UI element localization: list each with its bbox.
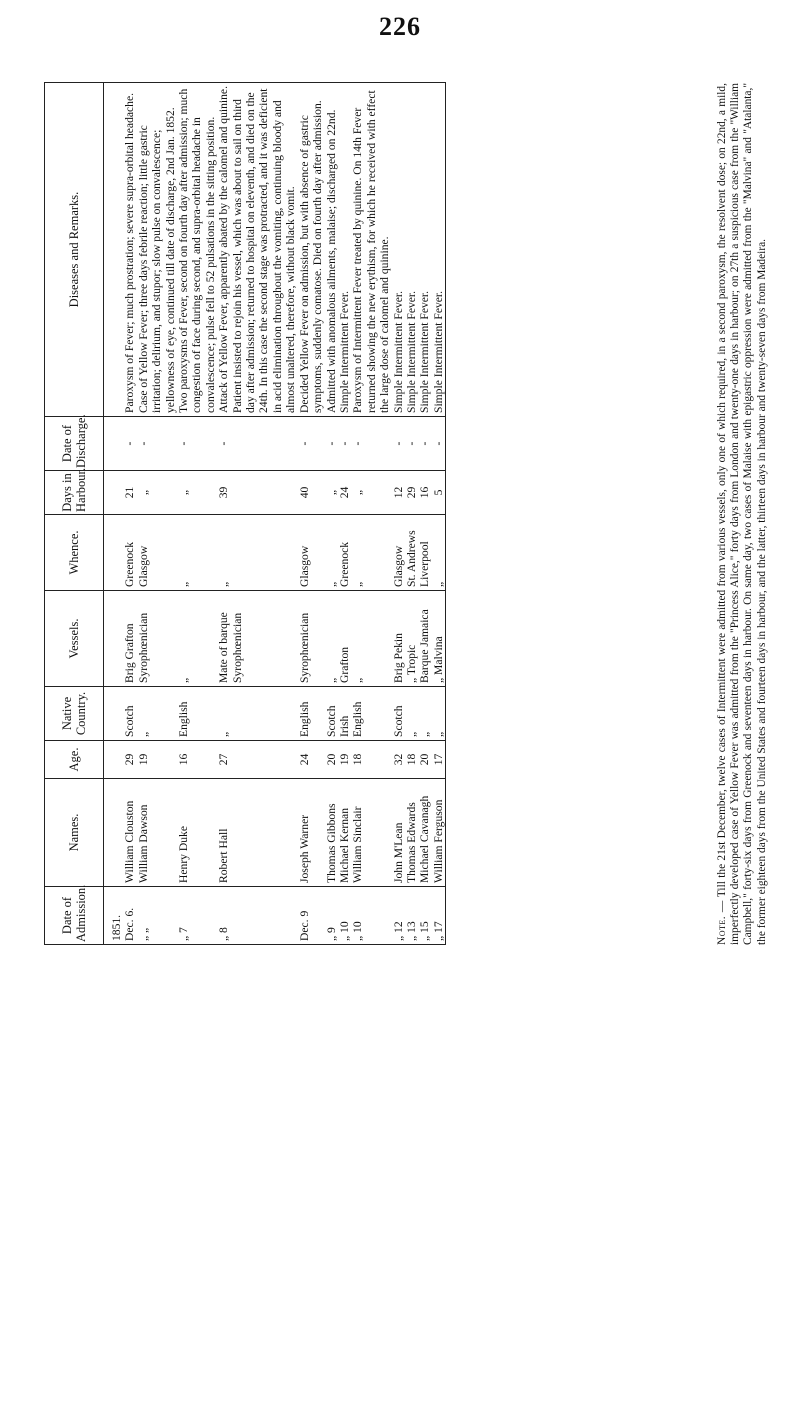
disease-remark: Simple Intermittent Fever. <box>418 83 431 417</box>
header-remarks: Diseases and Remarks. <box>45 83 104 417</box>
disease-remark: Two paroxysms of Fever, second on fourth day after admission; much congestion of face during second, and supra-orbital headache in convalescence; pulse fell to 52 pulsations in the sitting position. <box>177 83 217 417</box>
admission-date: Dec. 6. <box>123 887 136 945</box>
note-text: Till the 21st December, twelve cases of Intermittent were admitted from various vessels, only one of which required, in a second paroxysm, the resolvent dose; on 22nd, a mild, imperfectly developed case of Yellow Fever was admitted from the "Princess Alice," forty days from London and twenty-one days in harbour; on 27th a suspicious case from the "William Campbell," forty-six days from Greenock and seventeen days in harbour. On same day, two cases of Malaise with epigastric oppression were admitted from the "Malvina" and "Atalanta," the former eighteen days from the United States and fourteen days in harbour, and the latter, thirteen days in harbour and twenty-seven days from Madeira. <box>716 83 768 945</box>
patient-name: Joseph Warner <box>298 779 325 887</box>
native-country: „ <box>217 687 297 741</box>
discharge-date: - <box>217 417 297 471</box>
whence-port: Liverpool <box>418 515 431 591</box>
header-vessels: Vessels. <box>45 591 104 687</box>
whence-port: „ <box>432 515 446 591</box>
patient-name: William Dawson <box>137 779 177 887</box>
year-label: 1851. <box>104 887 124 945</box>
patient-age: 27 <box>217 741 297 779</box>
table-row <box>325 83 338 945</box>
vessel-name: Barque Jamaica <box>418 591 431 687</box>
table-row <box>137 83 177 945</box>
native-country: English <box>298 687 325 741</box>
patient-age: 19 <box>137 741 177 779</box>
discharge-date: - <box>351 417 391 471</box>
patient-name: John M'Lean <box>392 779 405 887</box>
page-number: 226 <box>379 12 421 41</box>
days-in-harbour: „ <box>351 471 391 515</box>
disease-remark: Attack of Yellow Fever, apparently abated by the calomel and quinine. Patient insisted to rejoin his vessel, which was about to sail on third day after admission; returned to hospital on eleventh, and died on the 24th. In this case the second stage was protracted, and it was deficient in acid elimination throughout the vomiting, continuing bloody and almost unaltered, therefore, without black vomit. <box>217 83 297 417</box>
patient-name: Thomas Edwards <box>405 779 418 887</box>
admission-date: „ 10 <box>351 887 391 945</box>
admission-date: „ 9 <box>325 887 338 945</box>
whence-port: Glasgow <box>137 515 177 591</box>
vessel-name: Syrophœnician <box>298 591 325 687</box>
discharge-date: - <box>298 417 325 471</box>
admission-date: „ 8 <box>217 887 297 945</box>
discharge-date: - <box>123 417 136 471</box>
table-row <box>418 83 431 945</box>
footnote <box>716 83 769 945</box>
native-country: Scotch <box>392 687 405 741</box>
days-in-harbour: „ <box>137 471 177 515</box>
patient-age: 20 <box>325 741 338 779</box>
disease-remark: Admitted with anomalous ailments, malaise; discharged on 22nd. <box>325 83 338 417</box>
native-country: Scotch <box>325 687 338 741</box>
header-age: Age. <box>45 741 104 779</box>
header-date-admission: Date of Admission. <box>45 887 104 945</box>
table-row <box>217 83 297 945</box>
admission-date: „ 15 <box>418 887 431 945</box>
admission-date: „ 13 <box>405 887 418 945</box>
header-names: Names. <box>45 779 104 887</box>
native-country: „ <box>137 687 177 741</box>
disease-remark: Paroxysm of Fever; much prostration; severe supra-orbital headache. <box>123 83 136 417</box>
native-country: English <box>351 687 391 741</box>
days-in-harbour: 39 <box>217 471 297 515</box>
table-row <box>177 83 217 945</box>
vessel-name: Mate of barque Syrophœnician <box>217 591 297 687</box>
table-row <box>123 83 136 945</box>
table-row <box>338 83 351 945</box>
native-country: Scotch <box>123 687 136 741</box>
days-in-harbour: „ <box>177 471 217 515</box>
table-row <box>405 83 418 945</box>
days-in-harbour: 29 <box>405 471 418 515</box>
patient-age: 19 <box>338 741 351 779</box>
days-in-harbour: „ <box>325 471 338 515</box>
native-country: „ <box>418 687 431 741</box>
patient-name: William Clouston <box>123 779 136 887</box>
table-row-year <box>104 83 124 945</box>
days-in-harbour: 5 <box>432 471 446 515</box>
patient-name: Michael Kernan <box>338 779 351 887</box>
native-country: Irish <box>338 687 351 741</box>
whence-port: Glasgow <box>298 515 325 591</box>
whence-port: „ <box>217 515 297 591</box>
discharge-date: - <box>432 417 446 471</box>
discharge-date: - <box>325 417 338 471</box>
patient-name: Michael Cavanagh <box>418 779 431 887</box>
discharge-date: - <box>392 417 405 471</box>
disease-remark: Simple Intermittent Fever. <box>432 83 446 417</box>
native-country: English <box>177 687 217 741</box>
admission-date: „ 12 <box>392 887 405 945</box>
discharge-date: - <box>137 417 177 471</box>
days-in-harbour: 12 <box>392 471 405 515</box>
days-in-harbour: 24 <box>338 471 351 515</box>
vessel-name: „ Malvina <box>432 591 446 687</box>
disease-remark: Decided Yellow Fever on admission, but with absence of gastric symptoms, suddenly comatose. Died on fourth day after admission. <box>298 83 325 417</box>
patient-age: 32 <box>392 741 405 779</box>
days-in-harbour: 21 <box>123 471 136 515</box>
patient-name: Henry Duke <box>177 779 217 887</box>
patient-age: 16 <box>177 741 217 779</box>
vessel-name: Brig Pekin <box>392 591 405 687</box>
whence-port: Greenock <box>123 515 136 591</box>
admission-date: Dec. 9 <box>298 887 325 945</box>
header-days-harbour: Days in Harbour. <box>45 471 104 515</box>
patient-name: Robert Hall <box>217 779 297 887</box>
disease-remark: Paroxysm of Intermittent Fever treated by quinine. On 14th Fever returned showing the new erythism, for which he received with effect the large dose of calomel and quinine. <box>351 83 391 417</box>
vessel-name: „ <box>177 591 217 687</box>
admission-date: „ 10 <box>338 887 351 945</box>
discharge-date: - <box>338 417 351 471</box>
whence-port: „ <box>325 515 338 591</box>
patient-age: 18 <box>351 741 391 779</box>
patient-age: 29 <box>123 741 136 779</box>
whence-port: Greenock <box>338 515 351 591</box>
whence-port: Glasgow <box>392 515 405 591</box>
table-header-row <box>45 83 104 945</box>
patient-age: 20 <box>418 741 431 779</box>
admission-date: „ „ <box>137 887 177 945</box>
disease-remark: Simple Intermittent Fever. <box>405 83 418 417</box>
note-label: Note. — <box>716 900 728 945</box>
vessel-name: Brig Grafton <box>123 591 136 687</box>
discharge-date: - <box>177 417 217 471</box>
hospital-register-table <box>44 82 446 945</box>
patient-age: 17 <box>432 741 446 779</box>
discharge-date: - <box>405 417 418 471</box>
vessel-name: „ <box>325 591 338 687</box>
whence-port: „ <box>351 515 391 591</box>
patient-name: William Sinclair <box>351 779 391 887</box>
admission-date: „ 17 <box>432 887 446 945</box>
table-row <box>298 83 325 945</box>
patient-name: Thomas Gibbons <box>325 779 338 887</box>
native-country: „ <box>432 687 446 741</box>
header-whence: Whence. <box>45 515 104 591</box>
patient-name: William Ferguson <box>432 779 446 887</box>
table-row <box>432 83 446 945</box>
header-date-discharge: Date of Discharge. <box>45 417 104 471</box>
whence-port: „ <box>177 515 217 591</box>
disease-remark: Case of Yellow Fever; three days febrile reaction; little gastric irritation; delirium, and stupor; slow pulse on convalescence; yellowness of eye, continued till date of discharge, 2nd Jan. 1852. <box>137 83 177 417</box>
whence-port: St. Andrews <box>405 515 418 591</box>
header-native-country: Native Country. <box>45 687 104 741</box>
admission-date: „ 7 <box>177 887 217 945</box>
vessel-name: „ <box>351 591 391 687</box>
table-row <box>392 83 405 945</box>
patient-age: 18 <box>405 741 418 779</box>
patient-age: 24 <box>298 741 325 779</box>
native-country: „ <box>405 687 418 741</box>
vessel-name: Syrophœnician <box>137 591 177 687</box>
disease-remark: Simple Intermittent Fever. <box>392 83 405 417</box>
disease-remark: Simple Intermittent Fever. <box>338 83 351 417</box>
vessel-name: „ Tropic <box>405 591 418 687</box>
days-in-harbour: 16 <box>418 471 431 515</box>
table-row <box>351 83 391 945</box>
discharge-date: - <box>418 417 431 471</box>
vessel-name: Grafton <box>338 591 351 687</box>
days-in-harbour: 40 <box>298 471 325 515</box>
table-body <box>104 83 446 945</box>
